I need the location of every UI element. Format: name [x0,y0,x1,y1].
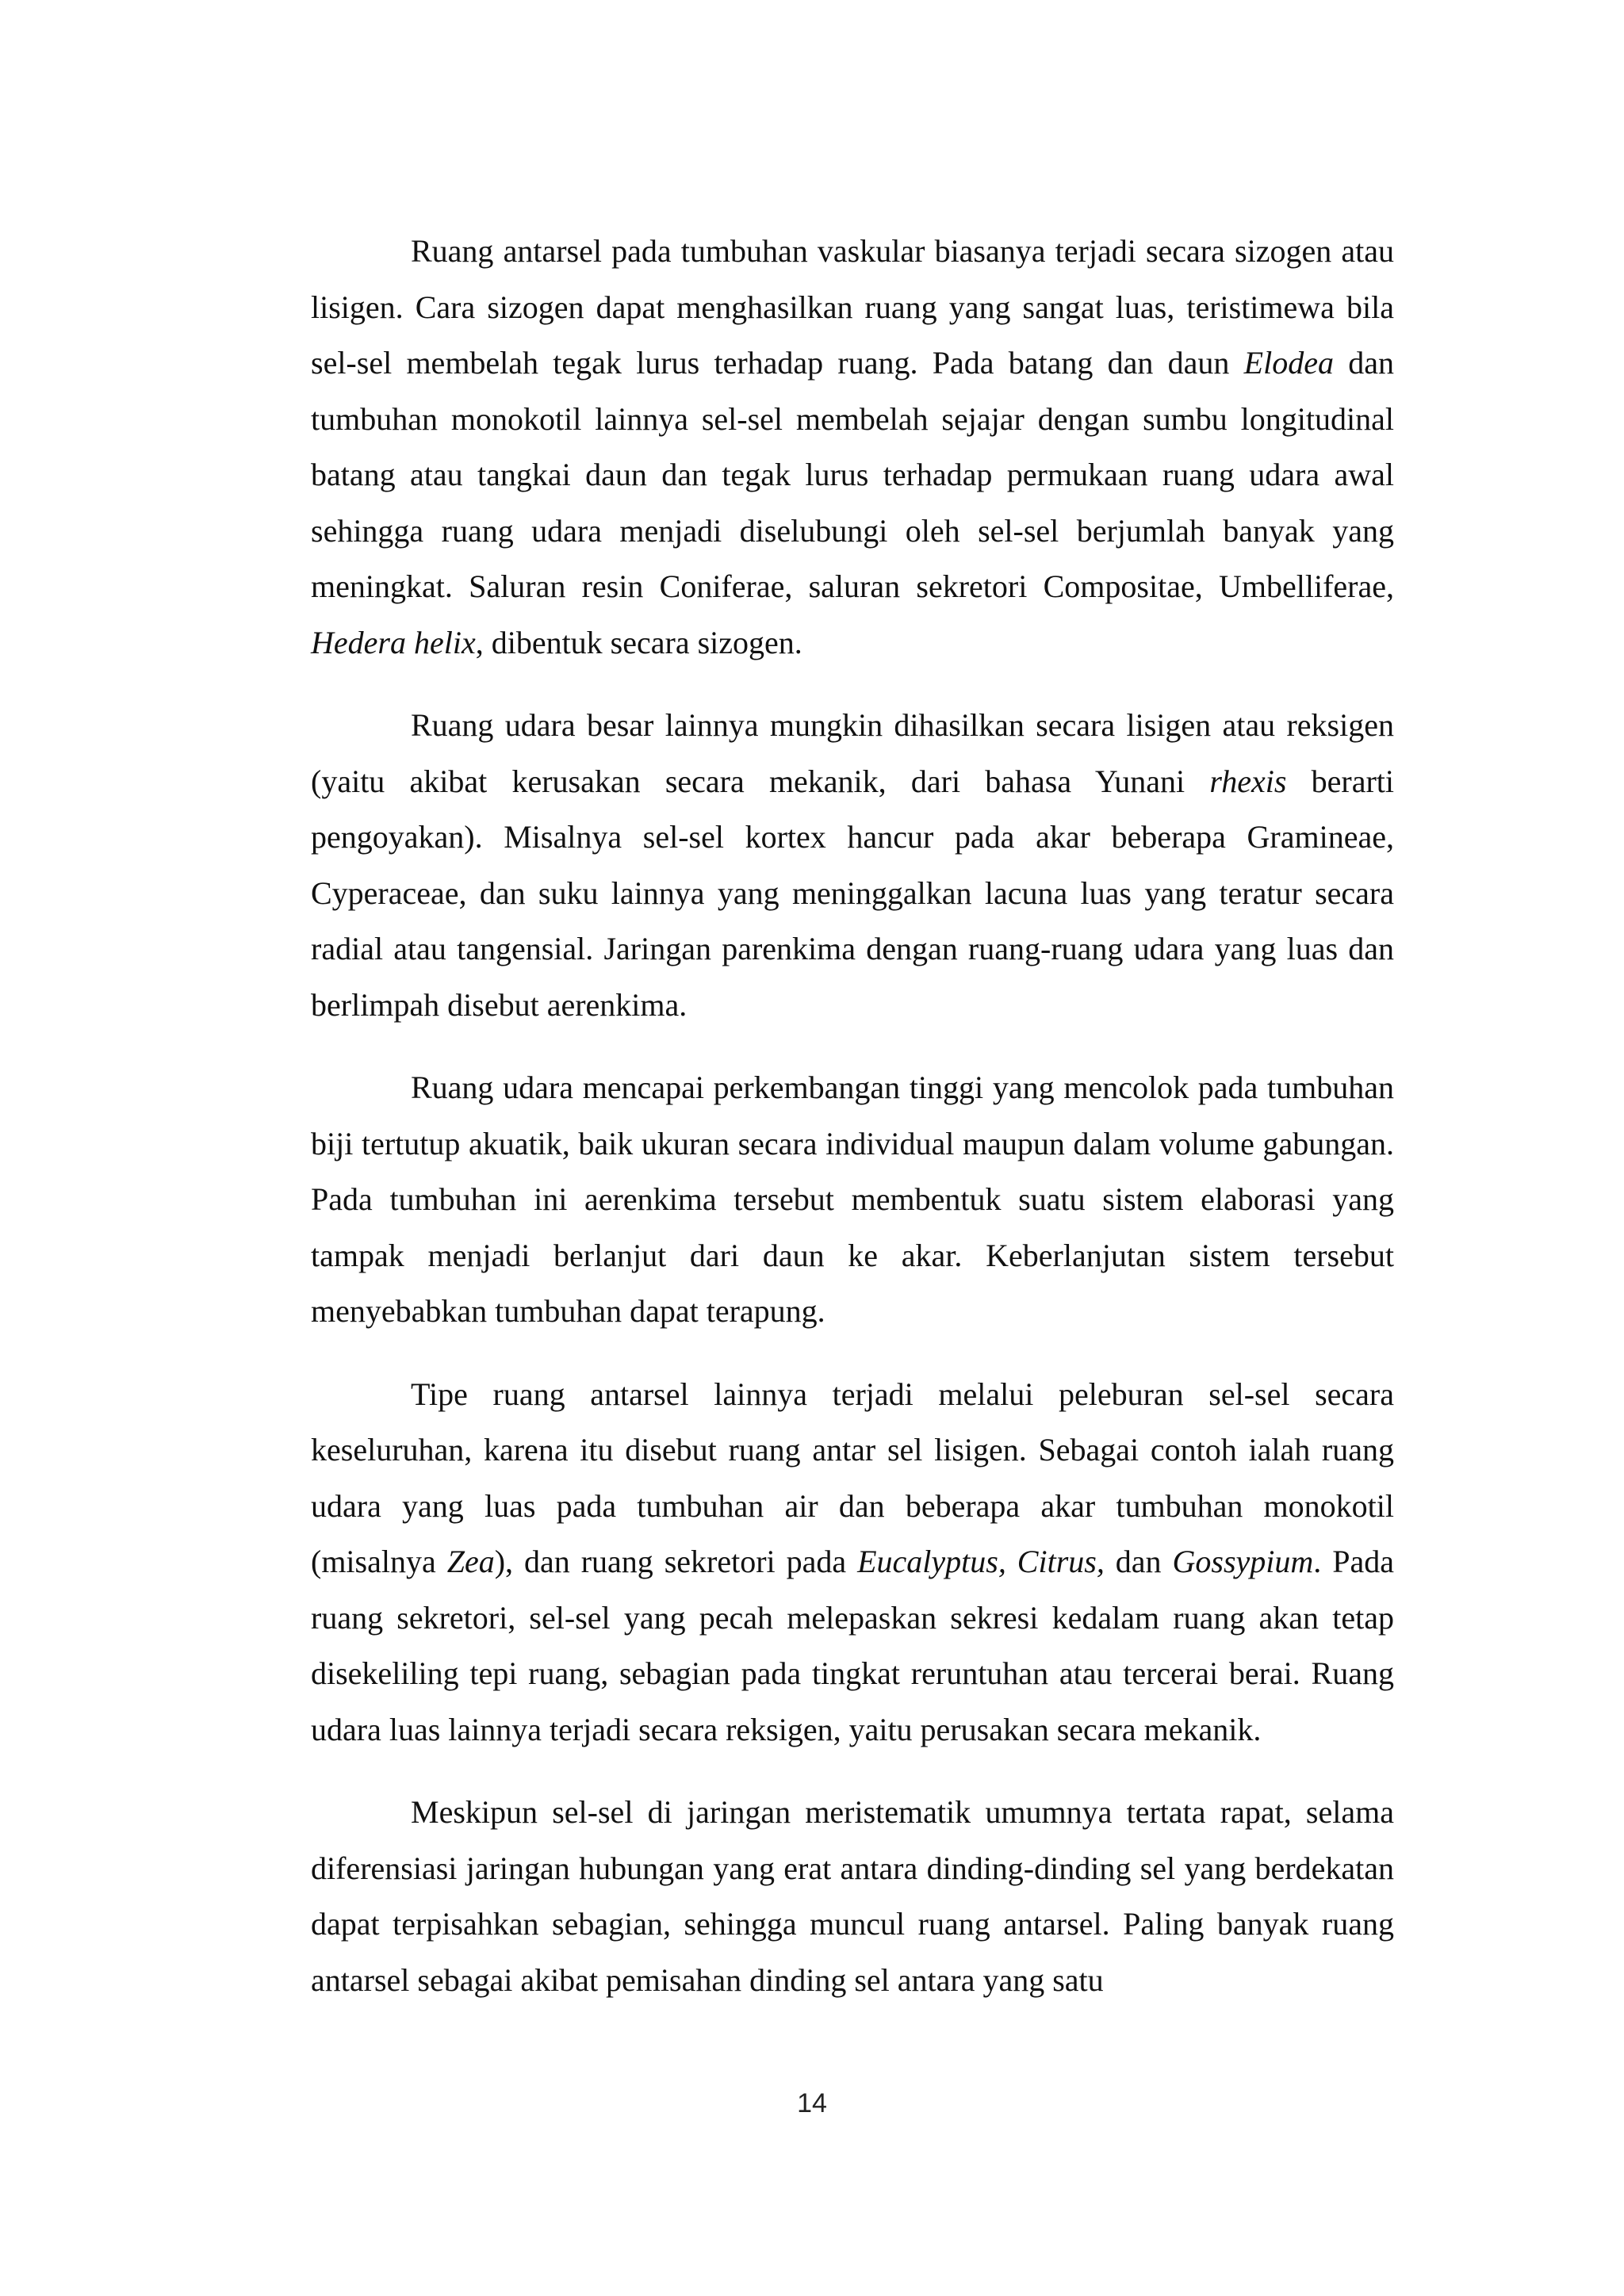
text-run: . Pada ruang sekretori, sel-sel yang pecah melepaskan sekresi kedalam ruang akan tetap disekeliling tepi ruang, sebagian pada tingkat reruntuhan atau tercerai berai. Ruang udara luas lainnya terjadi secara reksigen, yaitu perusakan secara mekanik. [311,1544,1394,1747]
text-run: dan tumbuhan monokotil lainnya sel-sel membelah sejajar dengan sumbu longitudinal batang atau tangkai daun dan tegak lurus terhadap permukaan ruang udara awal sehingga ruang udara menjadi diselubungi oleh sel-sel berjumlah banyak yang meningkat. Saluran resin Coniferae, saluran sekretori Compositae, Umbelliferae, [311,345,1394,604]
italic-term: Elodea [1243,345,1334,381]
paragraph-5 [311,1785,1394,2008]
italic-term: Zea [446,1544,495,1579]
italic-term: rhexis [1209,763,1287,799]
paragraph-1 [311,224,1394,671]
text-run: ), dan ruang sekretori pada [494,1544,858,1579]
text-run: Ruang antarsel pada tumbuhan vaskular biasanya terjadi secara sizogen atau lisigen. Cara sizogen dapat menghasilkan ruang yang sangat luas, teristimewa bila sel-sel membelah tegak lurus terhadap ruang. Pada batang dan daun [311,233,1394,381]
paragraph-4 [311,1367,1394,1758]
italic-term: Eucalyptus, Citrus, [857,1544,1105,1579]
italic-term: Hedera helix [311,624,476,660]
italic-term: Gossypium [1172,1544,1314,1579]
text-run: berarti pengoyakan). Misalnya sel-sel kortex hancur pada akar beberapa Gramineae, Cyperaceae, dan suku lainnya yang meninggalkan lacuna luas yang teratur secara radial atau tangensial. Jaringan parenkima dengan ruang-ruang udara yang luas dan berlimpah disebut aerenkima. [311,763,1395,1023]
text-run: Ruang udara besar lainnya mungkin dihasilkan secara lisigen atau reksigen (yaitu akibat kerusakan secara mekanik, dari bahasa Yunani [311,707,1394,799]
text-run: Tipe ruang antarsel lainnya terjadi melalui peleburan sel-sel secara keseluruhan, karena itu disebut ruang antar sel lisigen. Sebagai contoh ialah ruang udara yang luas pada tumbuhan air dan beberapa akar tumbuhan monokotil (misalnya [311,1376,1394,1579]
paragraph-3 [311,1060,1394,1340]
body-text [311,224,1394,2008]
page-number: 14 [797,2088,827,2118]
text-run: Meskipun sel-sel di jaringan meristematik umumnya tertata rapat, selama diferensiasi jaringan hubungan yang erat antara dinding-dinding sel yang berdekatan dapat terpisahkan sebagian, sehingga muncul ruang antarsel. Paling banyak ruang antarsel sebagai akibat pemisahan dinding sel antara yang satu [311,1794,1394,1998]
text-run: , dibentuk secara sizogen. [475,624,802,660]
paragraph-2 [311,698,1394,1033]
text-run: Ruang udara mencapai perkembangan tinggi yang mencolok pada tumbuhan biji tertutup akuatik, baik ukuran secara individual maupun dalam volume gabungan. Pada tumbuhan ini aerenkima tersebut membentuk suatu sistem elaborasi yang tampak menjadi berlanjut dari daun ke akar. Keberlanjutan sistem tersebut menyebabkan tumbuhan dapat terapung. [311,1070,1394,1329]
text-run: dan [1104,1544,1173,1579]
